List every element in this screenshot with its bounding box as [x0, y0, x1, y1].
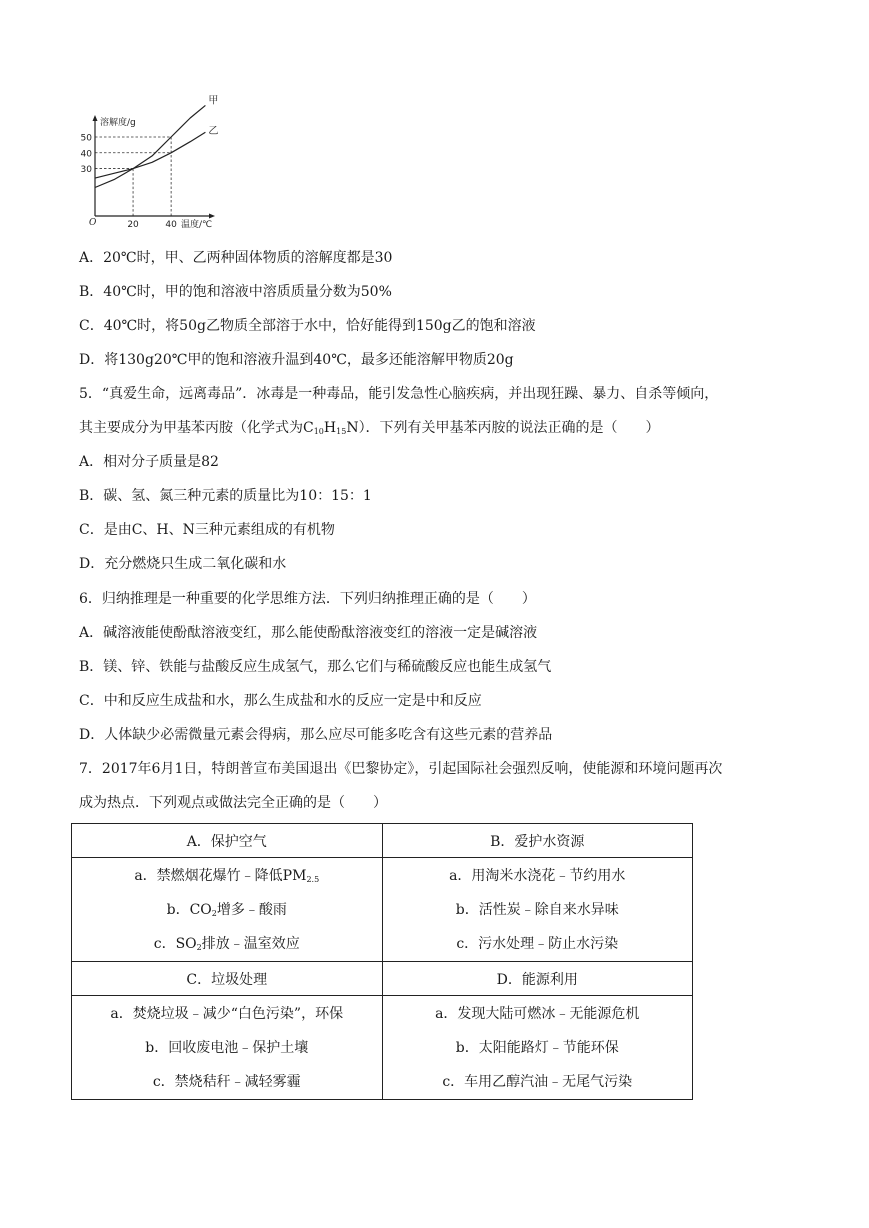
q7-stem-line1: 7．2017年6月1日，特朗普宣布美国退出《巴黎协定》，引起国际社会强烈反响，使能源和环境问题再次 [79, 761, 723, 777]
q7-table-header-a: A．保护空气 [72, 824, 383, 858]
q5-option-c: C．是由C、H、N三种元素组成的有机物 [79, 522, 335, 538]
q6-option-c: C．中和反应生成盐和水，那么生成盐和水的反应一定是中和反应 [79, 693, 482, 709]
q7-stem-line2: 成为热点．下列观点或做法完全正确的是（ ） [79, 795, 387, 811]
q7-table-cell-a [72, 858, 383, 962]
q7-c-item-c: c．禁烧秸秆﹣减轻雾霾 [152, 1073, 301, 1090]
q6-option-b: B．镁、锌、铁能与盐酸反应生成氢气，那么它们与稀硫酸反应也能生成氢气 [79, 659, 552, 675]
q6-stem: 6．归纳推理是一种重要的化学思维方法．下列归纳推理正确的是（ ） [79, 591, 536, 607]
q7-d-item-c: c．车用乙醇汽油﹣无尾气污染 [442, 1073, 633, 1090]
series-label-jia: 甲 [208, 95, 219, 107]
q7-a-item-a: a．禁燃烟花爆竹﹣降低$PM_{2.5}$ [134, 867, 320, 884]
q4-option-a: A．20℃时，甲、乙两种固体物质的溶解度都是30 [79, 250, 393, 266]
q7-a-item-c: c．$SO_2$排放﹣温室效应 [153, 935, 300, 952]
x-tick-label-20: 20 [127, 220, 139, 230]
y-axis-arrow [93, 115, 98, 121]
q7-b-item-b: b．活性炭﹣除自来水异味 [455, 901, 619, 918]
solubility-chart [78, 95, 224, 230]
series-line-yi [95, 132, 205, 178]
x-tick-label-40: 40 [165, 220, 177, 230]
q7-b-item-a: a．用淘米水浇花﹣节约用水 [449, 867, 626, 884]
q7-table-cell-b [382, 858, 693, 962]
q5-option-d: D．充分燃烧只生成二氧化碳和水 [79, 556, 287, 572]
q7-a-item-b: b．$CO_2$增多﹣酸雨 [166, 901, 287, 918]
q7-b-item-c: c．污水处理﹣防止水污染 [456, 935, 619, 952]
q5-stem-line2: 其主要成分为甲基苯丙胺（化学式为$C_{10}H_{15}N$）．下列有关甲基苯丙胺的说法正确的是（ ） [79, 420, 660, 436]
q7-table-cell-c [72, 996, 383, 1100]
origin-label: O [89, 218, 97, 228]
x-axis-label: 温度/℃ [181, 220, 213, 230]
q7-table-header-d: D．能源利用 [382, 962, 693, 996]
q7-d-item-b: b．太阳能路灯﹣节能环保 [455, 1039, 619, 1056]
y-tick-label-50: 50 [80, 133, 92, 144]
q7-c-item-b: b．回收废电池﹣保护土壤 [145, 1039, 309, 1056]
q7-table-cell-d [382, 996, 693, 1100]
q5-option-b: B．碳、氢、氮三种元素的质量比为10：15：1 [79, 488, 372, 504]
q5-stem-line1: 5．“真爱生命，远离毒品”．冰毒是一种毒品，能引发急性心脑疾病，并出现狂躁、暴力、自杀等倾向， [79, 386, 719, 402]
q6-option-d: D．人体缺少必需微量元素会得病，那么应尽可能多吃含有这些元素的营养品 [79, 727, 553, 743]
q4-option-c: C．40℃时，将50g乙物质全部溶于水中，恰好能得到150g乙的饱和溶液 [79, 318, 536, 334]
q4-option-d: D．将130g20℃甲的饱和溶液升温到40℃，最多还能溶解甲物质20g [79, 352, 514, 368]
y-tick-label-30: 30 [80, 165, 92, 176]
q7-options-table [71, 823, 693, 1100]
y-axis-label: 溶解度/g [100, 118, 136, 128]
x-axis-arrow [209, 214, 215, 219]
q7-table-header-b: B．爱护水资源 [382, 824, 693, 858]
q4-option-b: B．40℃时，甲的饱和溶液中溶质质量分数为50% [79, 284, 392, 300]
q7-d-item-a: a．发现大陆可燃冰﹣无能源危机 [435, 1005, 640, 1022]
y-tick-label-40: 40 [80, 149, 92, 160]
q7-c-item-a: a．焚烧垃圾﹣减少“白色污染”，环保 [110, 1005, 344, 1022]
chart-series-group [95, 94, 218, 187]
q6-option-a: A．碱溶液能使酚酞溶液变红，那么能使酚酞溶液变红的溶液一定是碱溶液 [79, 625, 538, 641]
q5-option-a: A．相对分子质量是82 [79, 454, 219, 470]
series-label-yi: 乙 [208, 126, 219, 138]
q7-table-header-c: C．垃圾处理 [72, 962, 383, 996]
